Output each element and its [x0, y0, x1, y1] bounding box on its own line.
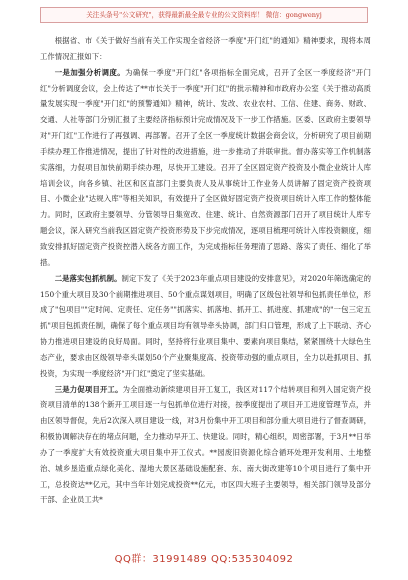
intro-paragraph: 根据省、市《关于做好当前有关工作实现全省经济一季度"开门红"的通知》精神要求，现将本周工作情况汇报如下： — [40, 36, 371, 61]
section-3-paragraph — [40, 382, 371, 509]
section-1-heading: 一是加强分析调度。 — [54, 67, 126, 77]
section-1-body: 为确保一季度"开门红"各项指标全面完成，召开了全区一季度经济"开门红"分析调度会议，会上传达了**市长关于一季度"开门红"的批示精神和市政府办公室《关于推动高质量发展实现一季度"开门红"的预警通知》精神，统计、发改、农业农村、工信、住建、商务、财政、交通、人社等部门分别汇报了主要经济指标预计完成情况及下一步工作措施。区委、区政府主要领导对"开门红"工作进行了再强调、再部署。召开了全区一季度统计数据会商会议，分析研究了项目前期手续办理工作推进情况，提出了针对性的改进措施，进一步推动了并联审批。督办落实等工作机制落实落细，力促项目加快前期手续办理，尽快开工建设。召开了全区固定资产投资及小微企业统计人库培训会议，向各乡镇、社区和区直部门主要负责人及从事统计工作业务人员讲解了固定资产投资项目、小微企业"达规入库"等相关知识，有效提升了全区做好固定资产投资项目统计入库工作的整体能力。同时，区政府主要领导、分管领导日集宽改、住建、统计、自然资源部门召开了项目统计人库专题会议，深入研究当前我区固定资产投资形势及下步完成情况，逐项目梳理可统计入库投资额度，细致安排抓好固定资产投资控潜入统各方面工作，为完成指标任务理清了思路、落实了责任、细化了举措。 — [40, 67, 371, 267]
section-2-heading: 二是落实包抓机制。 — [54, 273, 122, 283]
contact-footer: QQ群：31991489 QQ:535304092 — [114, 554, 294, 565]
section-3-heading: 三是力促项目开工。 — [54, 384, 123, 394]
section-2-body: 制定下发了《关于2023年重点项目建设的安排意见》，对2020年筛选确定的150个重大项目及30个前期推进项目、50个重点谋划项目，明确了区级包社领导和包抓责任单位，形成了"包项目""定时间、定责任、定任务""抓落实、抓落地、抓开工、抓进度、抓建成"的"一包三定五抓"项目包抓责任制，确保了每个重点项目均有领导牵头协调，部门归口管理，形成了上下联动、齐心协力推进项目建设的良好局面。同时，坚持将行业项目集中、要素向项目集结，紧紧围绕十大绿色生态产业，要求由区级领导牵头谋划50个产业聚集度高、投资带动强的重点项目，全力以赴抓项目、抓投资，为实现一季度经济"开门红"奠定了坚实基础。 — [40, 273, 372, 378]
promo-banner: 关注头条号"公文研究"，获得最新最全最专业的公文资料库！ 微信：gongwenyj — [40, 7, 368, 23]
section-3-body: 为全面推动新续建项目开工复工，我区对117个结转项目和列入国定资产投资项目清单的138个新开工项目逐一与包抓单位进行对接，按季度提出了项目开工进度管理节点，并由区领导督促，先后2次深入项目建设一线，对3月份集中开工项目和部分重大项目进行了督查调研，积极协调解决存在的堵点问题，全力推动早开工、快建设。同时，精心组织，周密部署，于3月**日举办了一季度扩大有效投资重大项目集中开工仪式。**园废旧资源化综合循环处理开发利用、土地整治、城乡垦造重点绿化美化、湿地大景区基础设施配套、东、南大街改建等10个项目进行了集中开工，总投资达**亿元，其中当年计划完成投资**亿元，市区四大班子主要领导，相关部门领导及部分干部、企业员工共* — [40, 384, 371, 505]
document-body — [40, 33, 371, 508]
section-2-paragraph — [40, 271, 371, 382]
section-1-paragraph — [40, 65, 371, 271]
